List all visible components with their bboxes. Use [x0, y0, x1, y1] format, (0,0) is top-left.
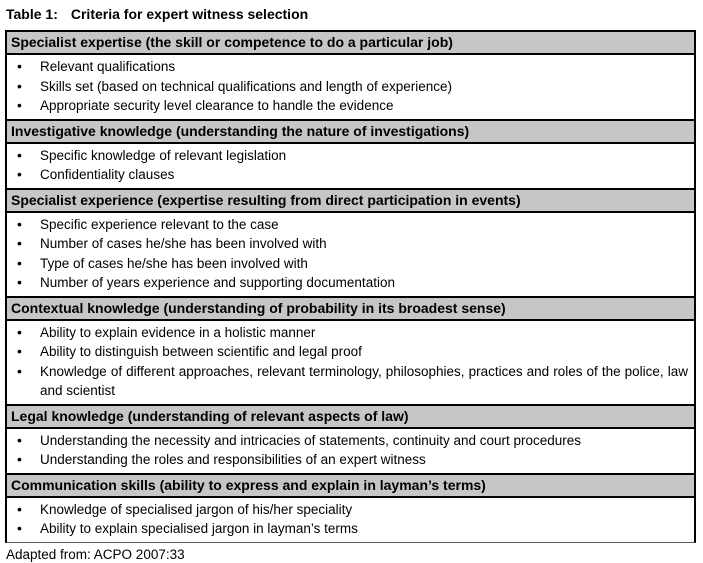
criteria-item: • Understanding the necessity and intricacies of statements, continuity and court procedures	[7, 431, 688, 451]
criteria-item: • Number of years experience and supporting documentation	[7, 273, 688, 293]
criteria-section	[7, 473, 694, 542]
criteria-table	[5, 30, 696, 543]
criteria-item: • Ability to distinguish between scientific and legal proof	[7, 342, 688, 362]
criteria-section	[7, 32, 694, 119]
section-header: Investigative knowledge (understanding the nature of investigations)	[7, 119, 694, 144]
criteria-item: • Ability to explain specialised jargon in layman’s terms	[7, 519, 688, 539]
criteria-item: • Skills set (based on technical qualifications and length of experience)	[7, 77, 688, 97]
criteria-list	[7, 429, 694, 473]
criteria-list	[7, 213, 694, 296]
table-caption-text: Criteria for expert witness selection	[70, 6, 309, 22]
criteria-list	[7, 498, 694, 542]
criteria-item: • Relevant qualifications	[7, 57, 688, 77]
criteria-item: • Knowledge of specialised jargon of his/her speciality	[7, 500, 688, 520]
table-caption	[6, 6, 703, 22]
criteria-section	[7, 188, 694, 296]
criteria-item: • Knowledge of different approaches, relevant terminology, philosophies, practices and roles of the police, law and scientist	[7, 362, 688, 401]
criteria-list	[7, 144, 694, 188]
criteria-item: • Appropriate security level clearance to handle the evidence	[7, 96, 688, 116]
criteria-section	[7, 296, 694, 404]
criteria-item: • Number of cases he/she has been involved with	[7, 234, 688, 254]
section-header: Specialist expertise (the skill or competence to do a particular job)	[7, 32, 694, 55]
criteria-item: • Type of cases he/she has been involved with	[7, 254, 688, 274]
criteria-list	[7, 321, 694, 404]
source-note: Adapted from: ACPO 2007:33	[6, 546, 185, 562]
section-header: Contextual knowledge (understanding of probability in its broadest sense)	[7, 296, 694, 321]
table-caption-label: Table 1:	[6, 6, 58, 22]
criteria-item: • Understanding the roles and responsibilities of an expert witness	[7, 450, 688, 470]
section-header: Specialist experience (expertise resulting from direct participation in events)	[7, 188, 694, 213]
criteria-section	[7, 404, 694, 473]
criteria-list	[7, 55, 694, 119]
criteria-item: • Ability to explain evidence in a holistic manner	[7, 323, 688, 343]
criteria-item: • Specific experience relevant to the case	[7, 215, 688, 235]
section-header: Communication skills (ability to express and explain in layman’s terms)	[7, 473, 694, 498]
section-header: Legal knowledge (understanding of relevant aspects of law)	[7, 404, 694, 429]
criteria-item: • Specific knowledge of relevant legislation	[7, 146, 688, 166]
criteria-item: • Confidentiality clauses	[7, 165, 688, 185]
criteria-section	[7, 119, 694, 188]
